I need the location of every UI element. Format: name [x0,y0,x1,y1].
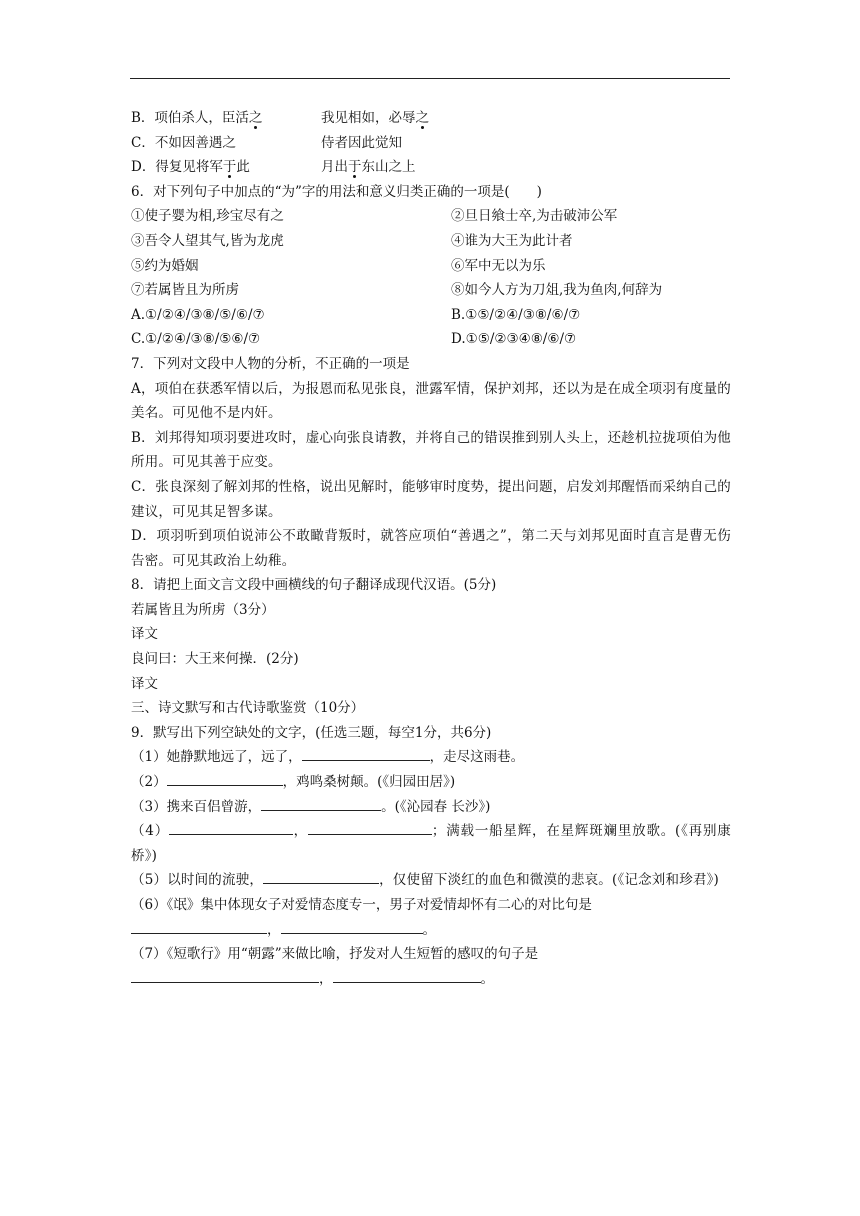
q6-option: D.①⑤/②③④⑧/⑥/⑦ [451,331,577,348]
q8-sentence-2: 良问曰：大王来何操．(2分) [131,651,299,668]
text: 此 [236,159,250,176]
fill-blank[interactable] [308,820,432,835]
q7-option-d: D．项羽听到项伯说沛公不敢瞰背叛时，就答应项伯“善遇之”，第二天与刘邦见面时直言是曹无伤告密。可见其政治上幼稚。 [131,528,731,569]
header-rule [130,78,730,79]
text: ，鸡鸣桑树颠。(《归园田居》) [282,774,456,791]
q6-item: ⑥军中无以为乐 [451,257,546,274]
pair-right [321,106,429,131]
text: （2） [131,774,167,791]
q9-item-6-blanks [131,918,731,943]
fill-blank[interactable] [302,746,430,761]
text: （4） [131,823,169,840]
q8-translation-label-1: 译文 [131,626,158,643]
fill-blank[interactable] [131,968,319,983]
text: （5）以时间的流驶， [131,872,264,889]
option-b-pair [131,106,731,131]
q9-item-7: （7）《短歌行》用“朝露”来做比喻，抒发对人生短暂的感叹的句子是 [131,946,539,963]
q7-option-c: C．张良深刻了解刘邦的性格，说出见解时，能够审时度势，提出问题，启发刘邦醒悟而采纳自己的建议，可见其足智多谋。 [131,478,731,520]
q7-stem: 7．下列对文段中人物的分析，不正确的一项是 [131,355,410,372]
q6-option: B.①⑤/②④/③⑧/⑥/⑦ [451,306,581,323]
fill-blank[interactable] [131,919,267,934]
q9-item-3 [131,795,731,820]
q6-item-row [131,204,731,229]
pair-right [321,155,416,180]
q9-item-2 [131,770,731,795]
dotted-char: 于 [348,159,362,176]
fill-blank[interactable] [261,796,381,811]
text: ， [319,970,333,987]
text: 。(《沁园春 长沙》) [381,798,491,815]
fill-blank[interactable] [167,771,283,786]
text: ，走尽这雨巷。 [429,749,525,766]
q9-item-4 [131,819,731,868]
q6-item-row [131,254,731,279]
text: （1）她静默地远了，远了， [131,749,302,766]
q6-option-row [131,303,731,328]
pair-left: C．不如因善遇之 [131,134,236,151]
text: D．得复见将军 [131,159,223,176]
pair-left [131,106,321,131]
q6-stem: 6．对下列句子中加点的“为”字的用法和意义归类正确的一项是( ) [131,183,542,200]
q9-item-6: （6）《氓》集中体现女子对爱情态度专一，男子对爱情却怀有二心的对比句是 [131,897,592,913]
q6-item: ⑤约为婚姻 [131,257,199,274]
option-d-pair [131,155,731,180]
q6-item: ③吾令人望其气,皆为龙虎 [131,232,284,249]
q9-item-7-blanks [131,967,731,992]
text: 我见相如，必辱 [321,110,416,126]
q9-item-5 [131,868,731,893]
text: 。 [480,970,494,987]
q7-option-a: A，项伯在获悉军情以后，为报恩而私见张良，泄露军情，保护刘邦，还以为是在成全项羽有度量的美名。可见他不是内奸。 [131,380,731,422]
pair-left [131,155,321,180]
q6-item-row [131,229,731,254]
text: （3）携来百侣曾游， [131,798,262,815]
fill-blank[interactable] [281,919,423,934]
exam-page [131,106,731,991]
q6-item: ⑧如今人方为刀俎,我为鱼肉,何辞为 [451,282,663,299]
q6-item: ②旦日飨士卒,为击破沛公军 [451,208,618,225]
q6-item: ⑦若属皆且为所虏 [131,282,239,299]
text: ；满载一船星辉，在星辉斑斓里放歌。(《再别康桥》) [131,823,731,864]
pair-right: 侍者因此觉知 [321,134,402,151]
q8-stem: 8．请把上面文言文段中画横线的句子翻译成现代汉语。(5分) [131,577,497,594]
text: 东山之上 [361,159,416,176]
q6-option-row [131,327,731,352]
text: 月出 [321,159,348,176]
q6-item: ①使子婴为相,珍宝尽有之 [131,208,284,225]
option-c-pair [131,131,731,156]
fill-blank[interactable] [263,869,379,884]
text: ，仅使留下淡红的血色和微漠的悲哀。(《记念刘和珍君》) [379,872,720,889]
dotted-char: 于 [222,159,237,176]
q6-option: C.①/②④/③⑧/⑤⑥/⑦ [131,331,261,348]
text: B．项伯杀人，臣活 [131,110,249,126]
text: ， [267,921,281,938]
q7-option-b: B．刘邦得知项羽要进攻时，虚心向张良请教，并将自己的错误推到别人头上，还趁机拉拢项伯为他所用。可见其善于应变。 [131,429,731,471]
dotted-char: 之 [415,110,429,126]
fill-blank[interactable] [169,820,293,835]
section-3-heading: 三、诗文默写和古代诗歌鉴赏（10分） [131,700,365,717]
text: 。 [422,921,436,938]
q6-item-row [131,278,731,303]
q8-sentence-1: 若属皆且为所虏（3分） [131,601,275,618]
q9-item-1 [131,745,731,770]
q6-item: ④谁为大王为此计者 [451,232,573,249]
q8-translation-label-2: 译文 [131,675,158,692]
text: ， [293,823,308,840]
fill-blank[interactable] [333,968,481,983]
q6-option: A.①/②④/③⑧/⑤/⑥/⑦ [131,306,265,323]
q9-stem: 9．默写出下列空缺处的文字，(任选三题，每空1分，共6分) [131,724,492,741]
dotted-char: 之 [248,110,263,126]
